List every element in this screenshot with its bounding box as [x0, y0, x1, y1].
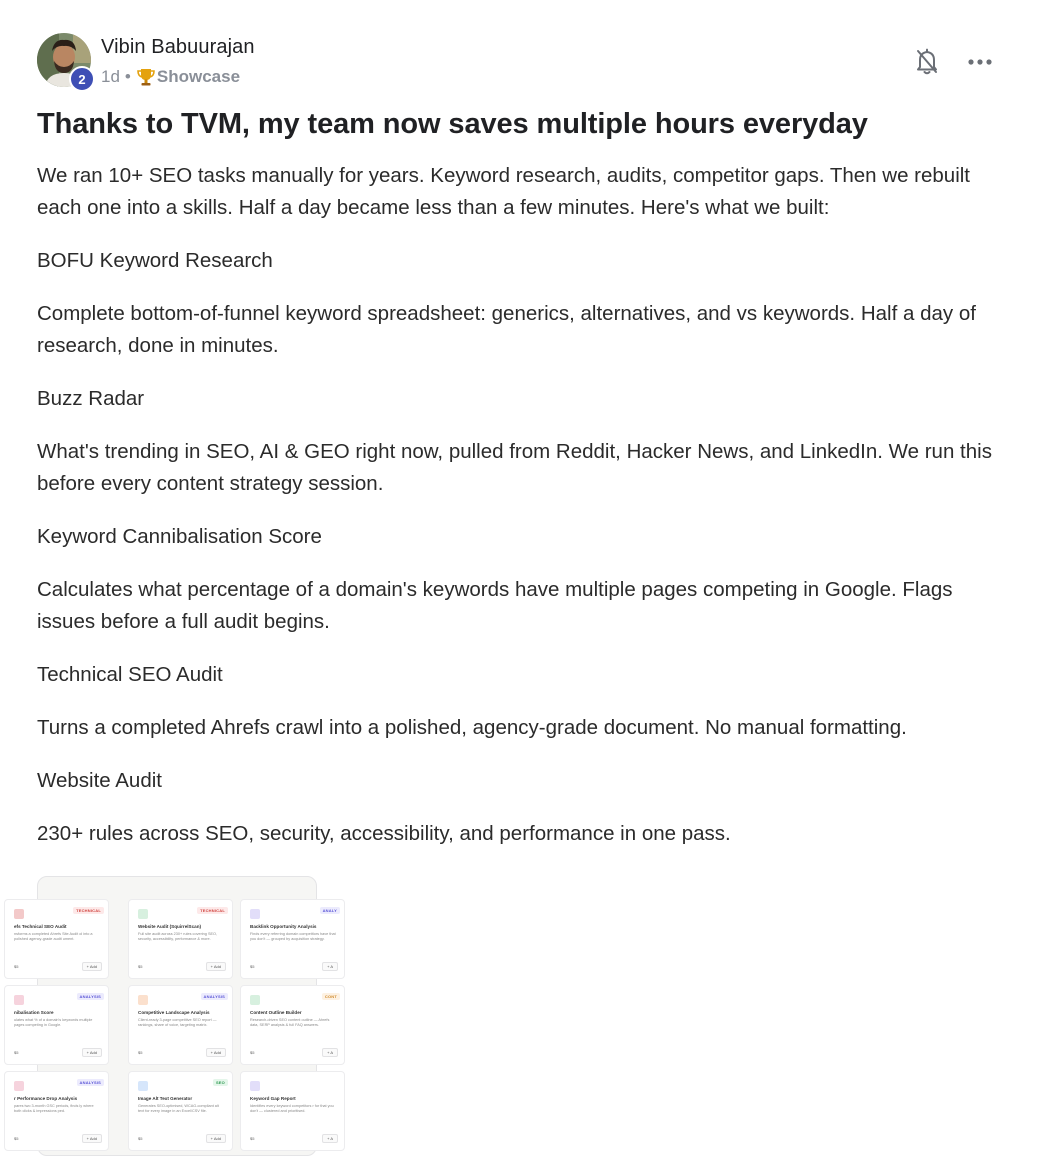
author-name[interactable]: Vibin Babuurajan: [101, 36, 255, 58]
skill-title: nibalisation Score: [14, 1010, 54, 1015]
skill-tag: CONT: [322, 993, 340, 1000]
skill-desc: Full site audit across 230+ rules covering SEO, security, accessibility, performance & more.: [138, 932, 218, 941]
skill-price: $5: [138, 964, 143, 969]
post-meta: [101, 66, 240, 88]
bell-off-icon: [915, 48, 939, 76]
skill-card: [240, 985, 345, 1065]
skill-desc: ulates what % of a domain's keywords multiple pages competing in Google.: [14, 1018, 93, 1027]
skill-title: Competitive Landscape Analysis: [138, 1010, 210, 1015]
more-options-button[interactable]: [961, 44, 999, 80]
meta-separator: •: [124, 67, 131, 86]
skill-price: $5: [138, 1136, 143, 1141]
section-heading: Buzz Radar: [37, 387, 145, 410]
add-skill-button: + Add: [82, 1048, 102, 1057]
skill-price: $5: [250, 1050, 255, 1055]
skill-title: Image Alt Text Generator: [138, 1096, 193, 1101]
more-horizontal-icon: [967, 58, 993, 66]
skill-card: [128, 985, 233, 1065]
level-badge: 2: [69, 66, 95, 92]
skill-price: $5: [250, 964, 255, 969]
skill-desc: Client-ready 3-page competitive SEO report — rankings, share of voice, targeting matrix.: [138, 1018, 217, 1027]
skill-title: Keyword Gap Report: [250, 1096, 296, 1101]
add-skill-button: + Add: [82, 1134, 102, 1143]
skill-tag: ANALYSIS: [77, 1079, 104, 1086]
skill-icon: [14, 995, 24, 1005]
paragraph: Turns a completed Ahrefs crawl into a polished, agency-grade document. No manual formatting.: [37, 716, 907, 739]
section-heading: Technical SEO Audit: [37, 663, 223, 686]
author-avatar-wrap[interactable]: [37, 33, 92, 88]
skill-desc: nsforms a completed Ahrefs Site Audit ol into a polished agency-grade audit ument.: [14, 932, 93, 941]
paragraph: What's trending in SEO, AI & GEO right now, pulled from Reddit, Hacker News, and LinkedIn. We run this before every content strategy session.: [37, 440, 992, 495]
skill-desc: Generates SEO-optimised, WCAG-compliant alt text for every image in an Excel/CSV file.: [138, 1104, 219, 1113]
add-skill-button: + Add: [206, 1134, 226, 1143]
skill-price: $5: [250, 1136, 255, 1141]
skill-card: [4, 899, 109, 979]
skill-desc: Research-driven SEO content outline — Ahrefs data, SERP analysis & full FAQ answers.: [250, 1018, 330, 1027]
skill-price: $5: [14, 964, 19, 969]
add-skill-button: + A: [322, 1048, 338, 1057]
category-link[interactable]: Showcase: [156, 67, 241, 86]
skill-tag: ANALYSIS: [77, 993, 104, 1000]
skill-tag: TECHNICAL: [197, 907, 228, 914]
skill-card: [240, 1071, 345, 1151]
skill-price: $5: [14, 1136, 19, 1141]
add-skill-button: + Add: [206, 1048, 226, 1057]
notifications-button[interactable]: [909, 44, 945, 80]
skill-tag: ANALYSIS: [201, 993, 228, 1000]
skill-title: Content Outline Builder: [250, 1010, 302, 1015]
skill-card: [4, 985, 109, 1065]
paragraph: We ran 10+ SEO tasks manually for years. Keyword research, audits, competitor gaps. Then we rebuilt each one into a skills. Half a day became less than a few minutes. Here's what we built:: [37, 164, 971, 219]
skill-desc: pares two 3-month GSC periods, finds ly where both clicks & impressions ped.: [14, 1104, 94, 1113]
image-attachment[interactable]: [14, 876, 337, 1156]
paragraph: Complete bottom-of-funnel keyword spreadsheet: generics, alternatives, and vs keywords. Half a day of research, done in minutes.: [37, 302, 976, 357]
skill-card: [128, 899, 233, 979]
skill-price: $5: [14, 1050, 19, 1055]
skill-icon: [250, 995, 260, 1005]
trophy-icon: [136, 67, 156, 87]
skill-tag: SEO: [213, 1079, 228, 1086]
skill-icon: [14, 1081, 24, 1091]
skill-card: [240, 899, 345, 979]
skill-tag: ANALY: [320, 907, 340, 914]
skill-card: [128, 1071, 233, 1151]
skill-icon: [250, 909, 260, 919]
section-heading: Website Audit: [37, 769, 162, 792]
skill-price: $5: [138, 1050, 143, 1055]
post-title: Thanks to TVM, my team now saves multiple hours everyday: [37, 108, 868, 140]
add-skill-button: + A: [322, 962, 338, 971]
skill-title: efs Technical SEO Audit: [14, 924, 67, 929]
add-skill-button: + Add: [206, 962, 226, 971]
skill-icon: [138, 909, 148, 919]
skill-card: [4, 1071, 109, 1151]
skill-tag: TECHNICAL: [73, 907, 104, 914]
skill-title: r Performance Drop Analysis: [14, 1096, 78, 1101]
skill-icon: [138, 995, 148, 1005]
skill-desc: Identifies every keyword competitors r for that you don't — clustered and prioritised.: [250, 1104, 334, 1113]
post-body: [37, 160, 1012, 871]
section-heading: Keyword Cannibalisation Score: [37, 525, 322, 548]
skill-icon: [250, 1081, 260, 1091]
skill-title: Website Audit (SquirrelScan): [138, 924, 202, 929]
add-skill-button: + A: [322, 1134, 338, 1143]
skill-icon: [138, 1081, 148, 1091]
add-skill-button: + Add: [82, 962, 102, 971]
skill-icon: [14, 909, 24, 919]
paragraph: Calculates what percentage of a domain's keywords have multiple pages competing in Google. Flags issues before a full audit begins.: [37, 578, 953, 633]
skill-desc: Finds every referring domain competitors have that you don't — grouped by acquisition strategy.: [250, 932, 336, 941]
section-heading: BOFU Keyword Research: [37, 249, 273, 272]
time-ago: 1d: [101, 67, 120, 86]
paragraph: 230+ rules across SEO, security, accessibility, and performance in one pass.: [37, 822, 731, 845]
skill-title: Backlink Opportunity Analysis: [250, 924, 317, 929]
